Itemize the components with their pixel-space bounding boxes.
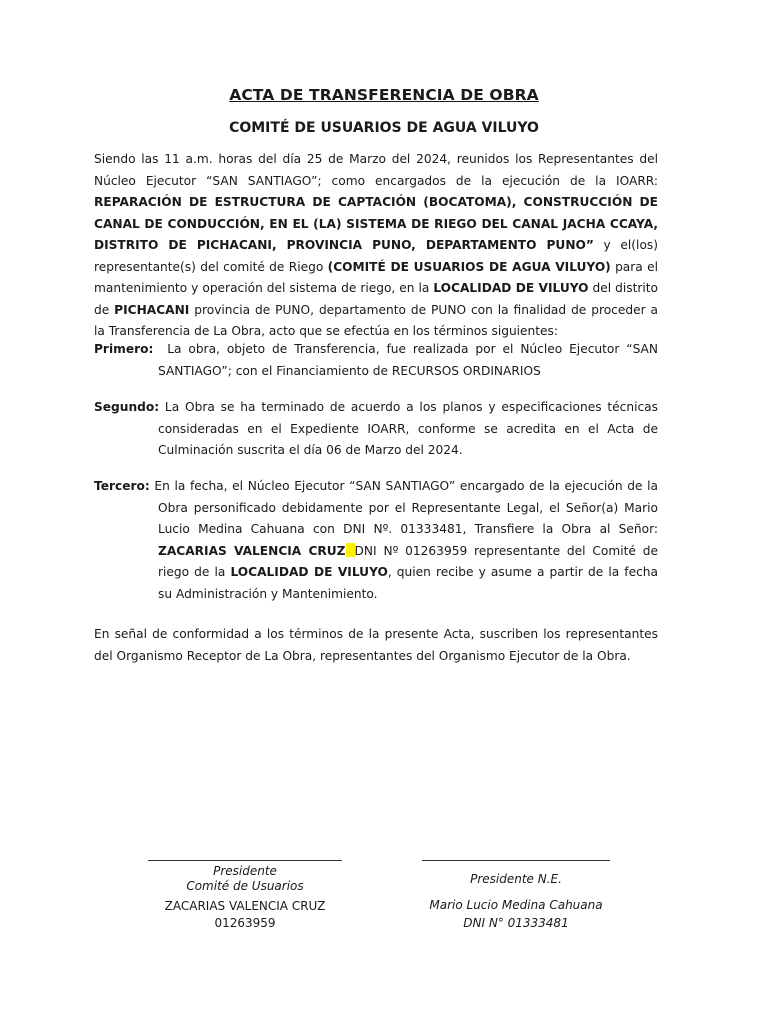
intro-text-1: Siendo las 11 a.m. horas del día 25 de Marzo del 2024, reunidos los Representantes del Núcleo Ejecutor “SAN SANTIAGO”; como encargados de la ejecución de la IOARR: — [94, 152, 658, 188]
clause-primero-text: La obra, objeto de Transferencia, fue realizada por el Núcleo Ejecutor “SAN SANTIAGO”; con el Financiamiento de RECURSOS ORDINARIOS — [158, 342, 659, 378]
intro-text-3: para el mantenimiento y operación del sistema de riego, en la — [94, 259, 658, 295]
intro-project-name: REPARACIÓN DE ESTRUCTURA DE CAPTACIÓN (BOCATOMA), CONSTRUCCIÓN DE CANAL DE CONDUCCIÓN, EN EL (LA) SISTEMA DE RIEGO DEL CANAL JACHA CCAYA, DISTRITO DE PICHACANI, PROVINCIA PUNO, DEPARTAMENTO PUNO” — [94, 195, 658, 252]
clause-tercero-text-2: DNI Nº 01263959 representante del Comité de riego de la — [158, 543, 658, 579]
intro-district: PICHACANI — [114, 302, 190, 317]
clause-tercero-text-3: , quien recibe y asume a partir de la fecha su Administración y Mantenimiento. — [158, 565, 658, 601]
clause-segundo-label: Segundo: — [94, 400, 160, 414]
clause-tercero-receiver: ZACARIAS VALENCIA CRUZ — [158, 543, 346, 558]
signature-left-dni: 01263959 — [214, 916, 276, 930]
intro-text-5: provincia de PUNO, departamento de PUNO con la finalidad de proceder a la Transferencia de La Obra, acto que se efectúa en los términos siguientes: — [94, 302, 659, 338]
signature-left-organization: Comité de Usuarios — [186, 879, 304, 893]
signature-right-name: Mario Lucio Medina Cahuana — [429, 898, 603, 912]
intro-paragraph — [94, 149, 658, 343]
clause-primero-label: Primero: — [94, 342, 154, 356]
document-subtitle: COMITÉ DE USUARIOS DE AGUA VILUYO — [229, 120, 539, 136]
clause-primero — [94, 339, 658, 382]
intro-text-2: y el(los) representante(s) del comité de Riego — [94, 238, 659, 274]
clause-tercero-text-1: En la fecha, el Núcleo Ejecutor “SAN SANTIAGO” encargado de la ejecución de la Obra personificado debidamente por el Representante Legal, el Señor(a) Mario Lucio Medina Cahuana con DNI Nº. 01333481, Transfiere la Obra al Señor: — [149, 479, 658, 536]
signature-right-role: Presidente N.E. — [470, 872, 562, 886]
clause-tercero-label: Tercero: — [94, 479, 150, 493]
signature-left-name: ZACARIAS VALENCIA CRUZ — [164, 899, 326, 913]
intro-committee-name: (COMITÉ DE USUARIOS DE AGUA VILUYO) — [327, 259, 611, 274]
clause-segundo — [94, 397, 658, 462]
clause-tercero-locality: LOCALIDAD DE VILUYO — [230, 565, 388, 579]
signature-line-right — [422, 860, 610, 861]
clause-segundo-text: La Obra se ha terminado de acuerdo a los planos y especificaciones técnicas consideradas en el Expediente IOARR, conforme se acredita en el Acta de Culminación suscrita el día 06 de Marzo del 2024. — [158, 400, 658, 457]
document-title: ACTA DE TRANSFERENCIA DE OBRA — [229, 86, 539, 104]
closing-paragraph: En señal de conformidad a los términos de la presente Acta, suscriben los representantes del Organismo Receptor de La Obra, representantes del Organismo Ejecutor de la Obra. — [94, 627, 658, 663]
intro-locality: LOCALIDAD DE VILUYO — [433, 281, 589, 295]
clause-tercero — [94, 476, 658, 605]
intro-text-4: del distrito de — [94, 281, 658, 317]
text-highlight-mark — [346, 543, 355, 557]
signature-line-left — [148, 860, 342, 861]
signature-right-dni: DNI N° 01333481 — [463, 916, 569, 930]
signature-left-role: Presidente — [213, 864, 277, 878]
